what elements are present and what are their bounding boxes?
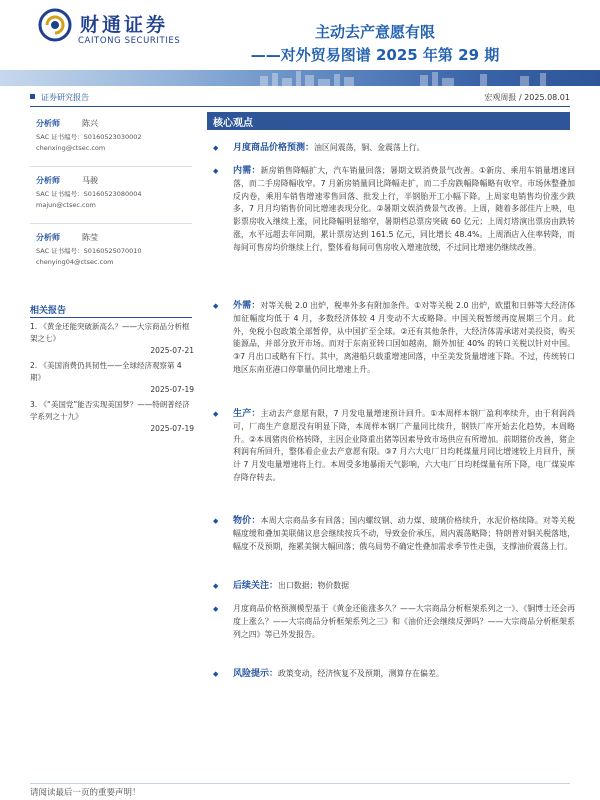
core-point — [213, 668, 575, 681]
report-org-label: 证券研究报告 — [41, 93, 89, 102]
related-report-item[interactable] — [30, 360, 194, 396]
related-report-text: 1. 《黄金还能突破新高么？——大宗商品分析框架之七》 — [30, 322, 190, 343]
logo-english-name: CAITONG SECURITIES — [78, 36, 181, 46]
analyst-email[interactable]: chenxing@ctsec.com — [36, 144, 106, 152]
point-label: 物价： — [233, 516, 261, 526]
point-text: 主动去产意愿有限，7 月发电量增速预计回升。①本周样本钢厂盈利率续升，由于利润尚可，厂商生产意愿没有明显下降，本周样本钢厂产量同比续升，钢铁厂库开始去化趋势，本周略升。②本周猪肉价格转降，主因企业降重出猪等因素导致市场供应有所增加。前期猪价改善，猪企利润有所回升，整体看企业去产意愿有限。③7 月六大电厂日均耗煤量月同比增速较上月回升，预计 7 月发电量增速将上行。本周受多地暴雨天气影响，六大电厂日均耗煤量有所下降，电厂煤炭库存降存转去。 — [233, 409, 575, 482]
diamond-bullet-icon: ◆ — [213, 582, 219, 590]
core-point — [213, 300, 575, 377]
report-meta — [30, 92, 570, 106]
diamond-bullet-icon: ◆ — [213, 605, 219, 613]
analyst-card — [30, 171, 192, 224]
disclaimer-note: 请阅读最后一页的重要声明！ — [30, 788, 141, 798]
analyst-role: 分析师 — [36, 176, 60, 185]
core-point — [213, 603, 575, 641]
point-label: 月度商品价格预测： — [233, 143, 315, 153]
related-reports-title: 相关报告 — [30, 306, 67, 316]
related-report-text: 2. 《美国消费仍具韧性——全球经济观察第 4 期》 — [30, 361, 182, 382]
core-point — [213, 165, 575, 255]
point-text: 本周大宗商品多有回落；国内螺纹钢、动力煤、玻璃价格续升，水泥价格续降。对等关税幅度缓和叠加美联储议息会继续按兵不动，导致金价承压，周内震荡略降；特朗普对铜关税落地，幅度不及预期，拖累美铜大幅回落；俄乌局势不确定性叠加需求季节性走强，支撑油价震荡上行。 — [233, 516, 575, 551]
divider — [30, 317, 192, 318]
related-report-item[interactable] — [30, 399, 194, 435]
skyline-decoration — [0, 70, 600, 86]
analyst-card — [30, 114, 192, 167]
point-label: 生产： — [233, 409, 261, 419]
square-bullet-icon — [30, 94, 35, 99]
point-label: 外需： — [233, 301, 261, 311]
logo-mark-icon — [38, 8, 72, 42]
core-point — [213, 515, 575, 553]
core-point — [213, 142, 575, 155]
diamond-bullet-icon: ◆ — [213, 167, 219, 175]
analyst-sac: SAC 证书编号：S0160525070010 — [36, 247, 142, 255]
point-text: 油区间震荡，铜、金震荡上行。 — [314, 143, 425, 152]
related-report-date: 2025-07-19 — [150, 424, 194, 433]
related-reports-list — [30, 321, 194, 438]
point-text: 月度商品价格预测模型基于《黄金还能涨多久？——大宗商品分析框架系列之一》、《铜博士还会再度上涨么？——大宗商品分析框架系列之三》和《油价还会继续反弹吗？——大宗商品分析框架系列之四》等已外发报告。 — [233, 604, 575, 639]
report-type-date: 宏观周报 / 2025.08.01 — [484, 93, 570, 102]
point-text: 对等关税 2.0 出炉，税率外多有附加条件。①对等关税 2.0 出炉，欧盟和日韩等大经济体加征幅度均低于 4 月，多数经济体较 4 月变动不大或略降。中国关税暂缓再度展期三个月。此外，免税小包政策全部暂停，从中国扩至全球。②还有其他条件，大经济体需承诺对美投资，购买能源品，并部分放开市场。而对于东南亚转口国如越南，额外加征 40% 的转口关税以针对中国。③7 月出口或略有下行。其中，离港船只载重增速回落，中至美发货量增速下降。不过，传统转口地区东南亚港口停靠量仍同比增速上升。 — [233, 301, 575, 374]
divider — [30, 106, 570, 107]
title-line-2: ——对外贸易图谱 2025 年第 29 期 — [250, 46, 500, 64]
analyst-list — [30, 114, 192, 285]
related-report-text: 3. 《“美国党”能否实现美国梦？——特朗普经济学系列之十九》 — [30, 400, 190, 421]
report-org — [30, 92, 89, 103]
analyst-name: 陈兴 — [82, 119, 98, 128]
logo-chinese-name: 财通证券 — [80, 14, 169, 36]
divider — [30, 783, 570, 784]
diamond-bullet-icon: ◆ — [213, 670, 219, 678]
company-logo — [38, 8, 188, 54]
point-text: 政策变动，经济恢复不及预期，测算存在偏差。 — [278, 669, 444, 678]
diamond-bullet-icon: ◆ — [213, 410, 219, 418]
title-line-1: 主动去产意愿有限 — [314, 23, 435, 41]
diamond-bullet-icon: ◆ — [213, 302, 219, 310]
point-label: 风险提示： — [233, 669, 279, 679]
core-point — [213, 580, 575, 593]
point-label: 内需： — [233, 166, 261, 176]
diamond-bullet-icon: ◆ — [213, 517, 219, 525]
point-text: 出口数据；物价数据 — [278, 581, 350, 590]
core-point — [213, 408, 575, 485]
point-label: 后续关注： — [233, 581, 279, 591]
analyst-email[interactable]: chenying04@ctsec.com — [36, 258, 114, 266]
core-views-header — [207, 112, 570, 130]
diamond-bullet-icon: ◆ — [213, 144, 219, 152]
core-views-title: 核心观点 — [213, 118, 253, 129]
related-report-date: 2025-07-19 — [150, 385, 194, 394]
analyst-role: 分析师 — [36, 119, 60, 128]
analyst-card — [30, 228, 192, 281]
analyst-sac: SAC 证书编号：S0160523080004 — [36, 190, 142, 198]
report-title — [210, 22, 540, 66]
analyst-name: 陈莹 — [82, 233, 98, 242]
analyst-email[interactable]: majun@ctsec.com — [36, 201, 96, 209]
related-report-date: 2025-07-21 — [150, 346, 194, 355]
analyst-sac: SAC 证书编号：S0160523030002 — [36, 133, 142, 141]
header-banner — [0, 70, 600, 86]
analyst-name: 马骏 — [82, 176, 98, 185]
related-report-item[interactable] — [30, 321, 194, 357]
analyst-role: 分析师 — [36, 233, 60, 242]
point-text: 新房销售降幅扩大，汽车销量回落；暑期文娱消费景气改善。①新房、乘用车销量增速回落，而二手房降幅收窄。7 月新房销量同比降幅走扩，而二手房跌幅降幅略有收窄。市场休整叠加反内卷，乘用车销售增速零售回落、批发上行，半钢胎开工小幅下降。上周家电销售均价涨少跌多，7 月月均销售价同比增速表现分化。②暑期文娱消费景气改善。上周，随着多部佳片上映，电影票房收入继续上涨，同比降幅明显缩窄，暑期档总票房突破 60 亿元；上周灯塔演出票房由跌转涨，水平远超去年同期，累计票房达到 161.5 亿元，同比增长 48.4%。上周酒店入住率转降，而每间可售房均价继续上行，整体看每间可售房收入增速放缓，不过同比增速仍继续改善。 — [233, 166, 575, 252]
